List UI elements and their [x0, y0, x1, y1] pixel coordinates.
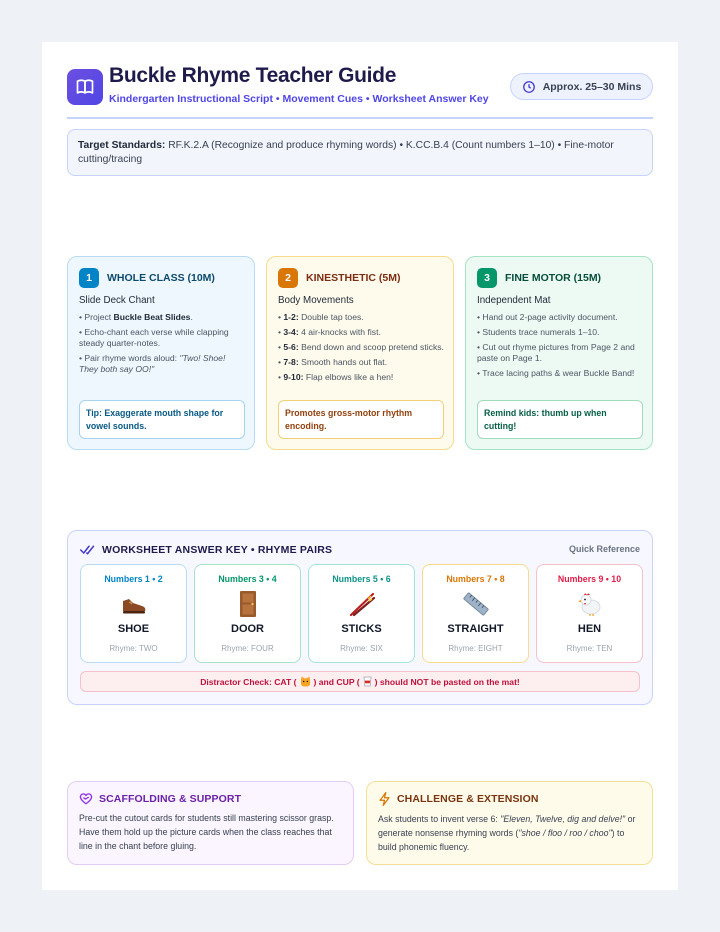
answer-key-header	[80, 544, 332, 556]
challenge-header	[378, 792, 641, 806]
list-item: • Project Buckle Beat Slides.	[79, 312, 245, 323]
shoe-icon	[81, 590, 186, 618]
pair-rhyme: Rhyme: TWO	[109, 644, 158, 653]
list-item: • 5-6: Bend down and scoop pretend sticks.	[278, 342, 444, 353]
answer-key-title: WORKSHEET ANSWER KEY • RHYME PAIRS	[102, 544, 333, 556]
rhyme-pair-card	[308, 564, 415, 663]
rhyme-pair-card	[536, 564, 643, 663]
duration-badge	[510, 73, 653, 100]
sticks-icon	[309, 590, 414, 618]
double-check-icon	[80, 544, 95, 556]
phase-title: WHOLE CLASS (10M)	[107, 272, 215, 284]
phase-title: FINE MOTOR (15M)	[505, 272, 602, 284]
page-title: Buckle Rhyme Teacher Guide	[109, 64, 397, 87]
phase-steps	[79, 312, 245, 379]
target-standards	[67, 129, 653, 176]
pair-numbers: Numbers 7 • 8	[446, 574, 505, 584]
phase-subtitle: Body Movements	[278, 295, 354, 306]
pair-rhyme: Rhyme: SIX	[340, 644, 383, 653]
cat-icon	[300, 676, 311, 687]
door-icon	[195, 590, 300, 618]
duration-text: Approx. 25–30 Mins	[542, 80, 642, 93]
list-item: • 9-10: Flap elbows like a hen!	[278, 372, 444, 383]
standards-text: RF.K.2.A (Recognize and produce rhyming words) • K.CC.B.4 (Count numbers 1–10) • Fine-motor cutting/tracing	[78, 140, 614, 165]
guide-page	[42, 42, 678, 890]
phase-card-fine-motor	[465, 256, 653, 450]
list-item: • Hand out 2-page activity document.	[477, 312, 643, 323]
worksheet-answer-key	[67, 530, 653, 705]
list-item: • Echo-chant each verse while clapping steady quarter-notes.	[79, 327, 245, 349]
list-item: • Students trace numerals 1–10.	[477, 327, 643, 338]
phase-number: 1	[79, 268, 99, 288]
list-item: • 7-8: Smooth hands out flat.	[278, 357, 444, 368]
phase-subtitle: Independent Mat	[477, 295, 551, 306]
challenge-title: CHALLENGE & EXTENSION	[397, 793, 539, 805]
list-item: • 1-2: Double tap toes.	[278, 312, 444, 323]
scaffolding-text: Pre-cut the cutout cards for students still mastering scissor grasp. Have them hold up the picture cards when the class reaches that line in the chant before gluing.	[79, 813, 334, 851]
hen-icon	[537, 590, 642, 618]
clock-icon	[522, 80, 536, 94]
phase-tip: Remind kids: thumb up when cutting!	[477, 400, 643, 439]
phase-title: KINESTHETIC (5M)	[306, 272, 401, 284]
quick-reference-label: Quick Reference	[568, 544, 640, 554]
phase-steps	[477, 312, 643, 383]
pair-rhyme: Rhyme: FOUR	[221, 644, 274, 653]
phase-tip: Promotes gross-motor rhythm encoding.	[278, 400, 444, 439]
scaffolding-header	[79, 792, 342, 805]
book-icon	[67, 69, 103, 105]
scaffolding-title: SCAFFOLDING & SUPPORT	[99, 792, 242, 805]
challenge-extension-box	[366, 781, 653, 865]
pair-numbers: Numbers 5 • 6	[332, 574, 391, 584]
pair-word: SHOE	[117, 623, 150, 635]
list-item: • Pair rhyme words aloud: "Two! Shoe! They both say OO!"	[79, 353, 245, 375]
distractor-check: Distractor Check: CAT ( ) and CUP ( ) should NOT be pasted on the mat!	[80, 671, 640, 692]
phase-subtitle: Slide Deck Chant	[79, 295, 155, 306]
pair-rhyme: Rhyme: TEN	[566, 644, 613, 653]
page-subtitle: Kindergarten Instructional Script • Movement Cues • Worksheet Answer Key	[109, 93, 489, 105]
heart-hands-icon	[79, 792, 93, 805]
phase-steps	[278, 312, 444, 387]
phase-tip: Tip: Exaggerate mouth shape for vowel sounds.	[79, 400, 245, 439]
pair-word: DOOR	[231, 623, 264, 635]
rhyme-pair-card	[80, 564, 187, 663]
phase-card-kinesthetic	[266, 256, 454, 450]
pair-word: STRAIGHT	[447, 623, 504, 635]
list-item: • Trace lacing paths & wear Buckle Band!	[477, 368, 643, 379]
list-item: • Cut out rhyme pictures from Page 2 and paste on Page 1.	[477, 342, 643, 364]
pair-word: HEN	[577, 623, 602, 635]
scaffolding-support-box	[67, 781, 354, 865]
lightning-icon	[378, 792, 391, 806]
standards-label: Target Standards:	[78, 140, 166, 151]
list-item: • 3-4: 4 air-knocks with fist.	[278, 327, 444, 338]
pair-numbers: Numbers 9 • 10	[557, 574, 622, 584]
challenge-text: Ask students to invent verse 6: "Eleven, Twelve, dig and delve!" or generate nonsense rhyming words ("shoe / floo / roo / choo") to build phonemic fluency.	[378, 814, 636, 852]
rhyme-pair-card	[194, 564, 301, 663]
cup-icon	[363, 676, 372, 687]
phase-number: 2	[278, 268, 298, 288]
header-divider	[67, 117, 653, 119]
pair-numbers: Numbers 1 • 2	[104, 574, 163, 584]
pair-word: STICKS	[341, 623, 382, 635]
ruler-icon	[423, 590, 528, 618]
rhyme-pair-card	[422, 564, 529, 663]
pair-rhyme: Rhyme: EIGHT	[448, 644, 503, 653]
phase-number: 3	[477, 268, 497, 288]
pair-numbers: Numbers 3 • 4	[218, 574, 277, 584]
phase-card-whole-class	[67, 256, 255, 450]
